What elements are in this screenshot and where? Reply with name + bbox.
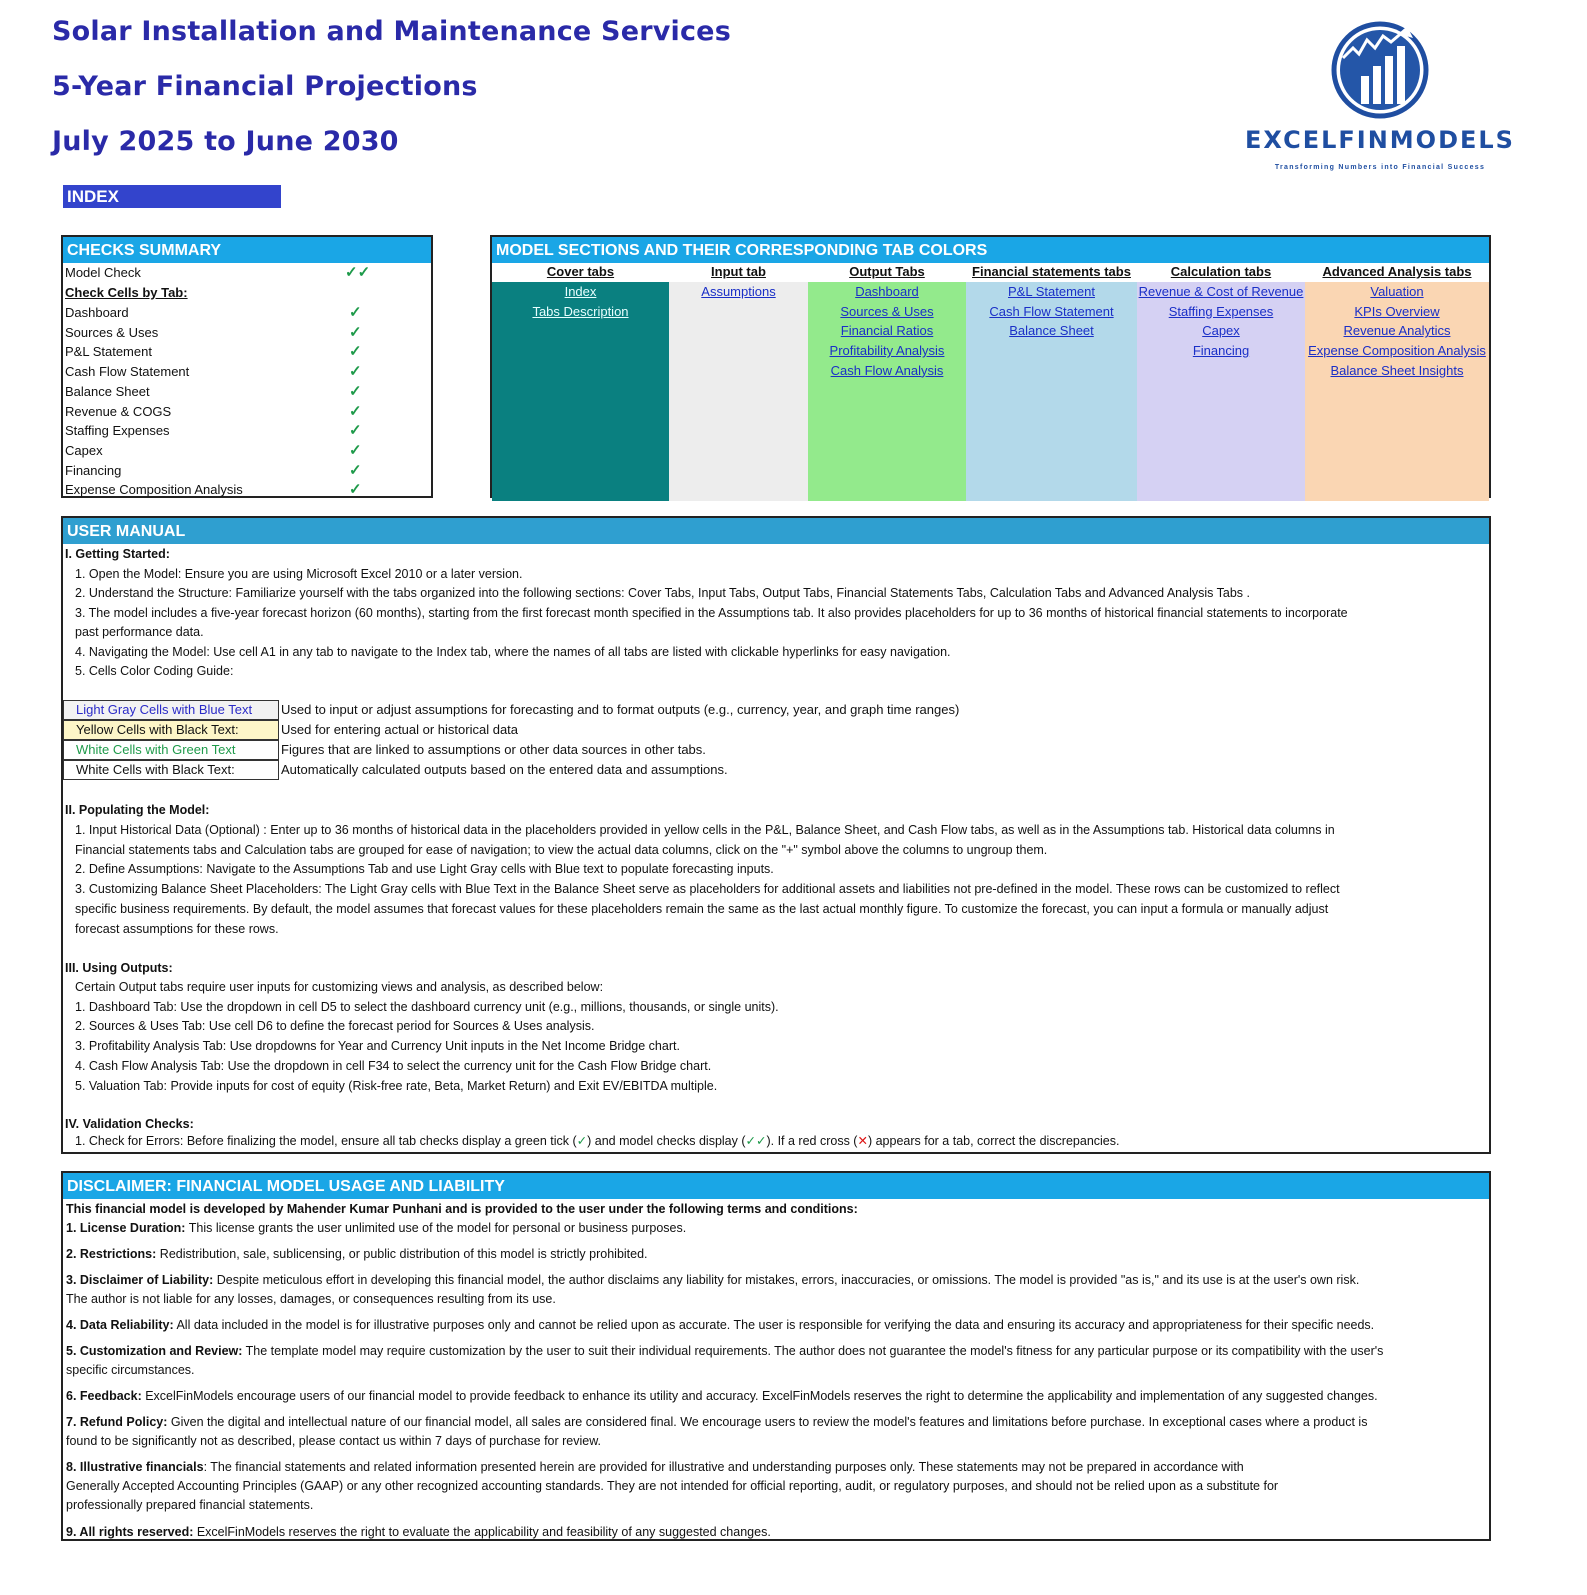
manual-line: 2. Define Assumptions: Navigate to the Assumptions Tab and use Light Gray cells with Blue text to populate forecasting inputs. [75, 862, 774, 877]
section-heading: III. Using Outputs: [65, 961, 173, 975]
check-row-label: Balance Sheet [65, 383, 150, 399]
check-icon: ✓ [349, 304, 362, 321]
legend-description: Figures that are linked to assumptions or other data sources in other tabs. [281, 742, 706, 757]
section-heading: I. Getting Started: [65, 547, 170, 561]
tab-link[interactable]: Cash Flow Analysis [830, 362, 944, 378]
disclaimer-item-label: 9. All rights reserved: [66, 1525, 194, 1539]
user-manual-panel [61, 516, 1491, 1154]
validation-text: ) appears for a tab, correct the discrepancies. [867, 1134, 1120, 1148]
disclaimer-item-text: : The financial statements and related information presented herein are provided for illustrative and understanding purposes only. These statements may not be prepared in accordance with [203, 1460, 1244, 1474]
check-icon: ✓ [349, 382, 362, 400]
tab-link[interactable]: Financial Ratios [840, 323, 934, 339]
tab-link[interactable]: Sources & Uses [840, 303, 934, 319]
tab-link[interactable]: Balance Sheet Insights [1330, 362, 1464, 378]
tab-link[interactable]: Financing [1192, 343, 1250, 359]
double-check-icon: ✓✓ [345, 264, 371, 281]
disclaimer-item-label: 3. Disclaimer of Liability: [66, 1273, 214, 1287]
disclaimer-item [66, 1245, 648, 1263]
check-row-label: Capex [65, 442, 103, 458]
manual-line: 5. Valuation Tab: Provide inputs for cost of equity (Risk-free rate, Beta, Market Return) and Exit EV/EBITDA multiple. [75, 1078, 718, 1093]
tab-link[interactable]: P&L Statement [1008, 284, 1095, 299]
disclaimer-item-text: This license grants the user unlimited use of the model for personal or business purposes. [185, 1221, 687, 1235]
disclaimer-panel [61, 1171, 1491, 1541]
disclaimer-item-label: 2. Restrictions: [66, 1247, 157, 1261]
check-row-label: Revenue & COGS [65, 403, 172, 419]
check-row-label: Financing [65, 462, 122, 478]
manual-line: 1. Input Historical Data (Optional) : Enter up to 36 months of historical data in the placeholders provided in yellow cells in the P&L, Balance Sheet, and Cash Flow tabs, as well as in the Assumptions tab. Historical data columns in [75, 823, 1335, 837]
tab-link[interactable]: Balance Sheet [1009, 323, 1094, 339]
tab-link[interactable]: Assumptions [701, 284, 776, 299]
section-heading: IV. Validation Checks: [65, 1117, 194, 1131]
tab-link[interactable]: Tabs Description [532, 303, 629, 319]
disclaimer-item [66, 1271, 1359, 1289]
disclaimer-item-label: 5. Customization and Review: [66, 1344, 243, 1358]
manual-line: 4. Navigating the Model: Use cell A1 in any tab to navigate to the Index tab, where the names of all tabs are listed with clickable hyperlinks for easy navigation. [75, 645, 951, 659]
disclaimer-item-text: Given the digital and intellectual nature of our financial model, all sales are considered final. We encourage users to review the model's features and limitations before purchase. In exceptional cases where a product is [167, 1415, 1368, 1429]
check-icon: ✓ [576, 1134, 588, 1148]
disclaimer-item [66, 1316, 1374, 1334]
section-column [808, 282, 966, 501]
manual-line: 1. Dashboard Tab: Use the dropdown in cell D5 to select the dashboard currency unit (e.g., millions, thousands, or single units). [75, 999, 779, 1014]
legend-description: Used to input or adjust assumptions for forecasting and to format outputs (e.g., currency, year, and graph time ranges) [281, 702, 960, 717]
legend-cell: Light Gray Cells with Blue Text [63, 700, 279, 720]
tab-link[interactable]: Staffing Expenses [1168, 303, 1274, 319]
tab-link[interactable]: Dashboard [855, 284, 919, 299]
double-check-icon: ✓✓ [745, 1134, 767, 1148]
check-row-label: Staffing Expenses [65, 423, 170, 439]
disclaimer-intro: This financial model is developed by Mahender Kumar Punhani and is provided to the user under the following terms and conditions: [66, 1202, 858, 1216]
section-column [1305, 282, 1489, 501]
section-column [492, 282, 669, 501]
logo-tagline: Transforming Numbers into Financial Success [1274, 164, 1486, 171]
disclaimer-item-text: All data included in the model is for illustrative purposes only and cannot be relied upon as accurate. The user is responsible for verifying the data and ensuring its accuracy and appropriateness for their specific needs. [173, 1318, 1375, 1332]
section-column [1137, 282, 1305, 501]
disclaimer-item [66, 1523, 771, 1541]
logo-brand: EXCELFINMODELS [1245, 126, 1515, 154]
disclaimer-item-continuation: found to be significantly not as described, please contact us within 7 days of purchase for review. [66, 1434, 602, 1448]
checks-summary-panel [61, 235, 433, 498]
validation-line [75, 1132, 1119, 1150]
tab-link[interactable]: Expense Composition Analysis [1308, 343, 1486, 359]
check-by-tab-label: Check Cells by Tab: [65, 285, 188, 300]
section-column [669, 282, 808, 501]
disclaimer-item [66, 1413, 1367, 1431]
manual-line: 2. Understand the Structure: Familiarize yourself with the tabs organized into the following sections: Cover Tabs, Input Tabs, Output Tabs, Financial Statements Tabs, Calculation Tabs and Advanced Analysis Tabs . [75, 586, 1250, 600]
section-heading: II. Populating the Model: [65, 803, 210, 817]
tab-link[interactable]: Revenue Analytics [1343, 323, 1451, 339]
check-row-label: Sources & Uses [65, 324, 159, 340]
disclaimer-item-label: 8. Illustrative financials [66, 1460, 204, 1474]
check-row-label: Expense Composition Analysis [65, 482, 243, 498]
section-header: Financial statements tabs [972, 264, 1131, 279]
check-icon: ✓ [349, 363, 362, 381]
disclaimer-item-text: Despite meticulous effort in developing this financial model, the author disclaims any liability for mistakes, errors, inaccuracies, or omissions. The model is provided "as is," and its use is at the user's own risk. [213, 1273, 1360, 1287]
legend-cell: White Cells with Green Text [63, 740, 279, 760]
validation-text: ) and model checks display ( [587, 1134, 746, 1148]
manual-line: past performance data. [75, 625, 204, 639]
checks-summary-title: CHECKS SUMMARY [63, 237, 431, 263]
disclaimer-item-label: 4. Data Reliability: [66, 1318, 174, 1332]
tab-link[interactable]: Profitability Analysis [829, 343, 945, 359]
legend-description: Used for entering actual or historical data [281, 722, 519, 737]
tab-link[interactable]: Valuation [1370, 284, 1424, 299]
disclaimer-item-text: ExcelFinModels reserves the right to evaluate the applicability and feasibility of any suggested changes. [193, 1525, 771, 1539]
disclaimer-item-continuation: specific circumstances. [66, 1363, 195, 1377]
legend-cell: Yellow Cells with Black Text: [63, 720, 279, 740]
title-projections: 5-Year Financial Projections [52, 71, 478, 102]
section-column [966, 282, 1137, 501]
manual-line: 5. Cells Color Coding Guide: [75, 664, 234, 678]
section-header: Cover tabs [546, 264, 615, 279]
section-header: Output Tabs [849, 264, 925, 279]
tab-link[interactable]: Cash Flow Statement [989, 303, 1114, 319]
disclaimer-item [66, 1219, 686, 1237]
section-header: Advanced Analysis tabs [1322, 264, 1472, 279]
disclaimer-item-text: The template model may require customization by the user to suit their individual requirements. The author does not guarantee the model's fitness for any particular purpose or its compatibility with the user's [242, 1344, 1384, 1358]
manual-line: 3. Profitability Analysis Tab: Use dropdowns for Year and Currency Unit inputs in the Net Income Bridge chart. [75, 1039, 680, 1054]
model-sections-panel [490, 235, 1491, 498]
disclaimer-item-continuation: professionally prepared financial statements. [66, 1498, 314, 1512]
manual-line: 2. Sources & Uses Tab: Use cell D6 to define the forecast period for Sources & Uses analysis. [75, 1019, 595, 1034]
validation-text: 1. Check for Errors: Before finalizing the model, ensure all tab checks display a green tick ( [75, 1134, 577, 1148]
tab-link[interactable]: KPIs Overview [1354, 303, 1440, 319]
check-row-label: Cash Flow Statement [65, 364, 190, 380]
manual-line: 4. Cash Flow Analysis Tab: Use the dropdown in cell F34 to select the currency unit for the Cash Flow Bridge chart. [75, 1058, 712, 1073]
check-icon: ✓ [349, 481, 362, 499]
model-sections-title: MODEL SECTIONS AND THEIR CORRESPONDING TAB COLORS [492, 237, 1489, 263]
disclaimer-item-continuation: Generally Accepted Accounting Principles (GAAP) or any other recognized accounting standards. They are not intended for official reporting, audit, or regulatory purposes, and should not be relied upon as a substitute for [66, 1479, 1279, 1493]
tab-link[interactable]: Revenue & Cost of Revenue [1138, 284, 1304, 299]
manual-line: specific business requirements. By default, the model assumes that forecast values for these placeholders remain the same as the last actual monthly figure. To customize the forecast, you can input a formula or manually adjust [75, 901, 1329, 916]
disclaimer-item [66, 1342, 1383, 1360]
manual-line: 3. The model includes a five-year forecast horizon (60 months), starting from the first forecast month specified in the Assumptions tab. It also provides placeholders for up to 36 months of historical financial statements to incorporate [75, 606, 1348, 620]
check-icon: ✓ [349, 441, 362, 459]
disclaimer-item [66, 1458, 1244, 1476]
cross-icon: ✕ [857, 1134, 868, 1148]
section-header: Input tab [711, 264, 766, 279]
bar-chart-growth-logo-icon [1327, 18, 1433, 122]
disclaimer-item [66, 1387, 1378, 1405]
disclaimer-item-label: 1. License Duration: [66, 1221, 186, 1235]
disclaimer-item-label: 7. Refund Policy: [66, 1415, 168, 1429]
logo [1235, 18, 1525, 178]
check-icon: ✓ [349, 461, 362, 479]
title-company: Solar Installation and Maintenance Services [52, 16, 731, 47]
disclaimer-title: DISCLAIMER: FINANCIAL MODEL USAGE AND LIABILITY [63, 1173, 1489, 1199]
tab-link[interactable]: Index [564, 284, 597, 299]
tab-link[interactable]: Capex [1202, 323, 1240, 339]
check-icon: ✓ [349, 323, 362, 341]
manual-line: Certain Output tabs require user inputs for customizing views and analysis, as described below: [75, 980, 604, 994]
model-check-label: Model Check [65, 265, 141, 280]
manual-line: 1. Open the Model: Ensure you are using Microsoft Excel 2010 or a later version. [75, 567, 523, 581]
title-period: July 2025 to June 2030 [52, 126, 399, 157]
validation-text: ). If a red cross ( [766, 1134, 858, 1148]
section-header: Calculation tabs [1170, 264, 1272, 279]
disclaimer-item-continuation: The author is not liable for any losses, damages, or consequences resulting from its use. [66, 1292, 556, 1306]
manual-line: forecast assumptions for these rows. [75, 921, 279, 936]
manual-line: 3. Customizing Balance Sheet Placeholders: The Light Gray cells with Blue Text in the Balance Sheet serve as placeholders for additional assets and liabilities not pre-defined in the model. These rows can be customized to reflect [75, 882, 1340, 897]
manual-line: Financial statements tabs and Calculation tabs are grouped for ease of navigation; to view the actual data columns, click on the "+" symbol above the columns to ungroup them. [75, 842, 1048, 857]
disclaimer-item-text: Redistribution, sale, sublicensing, or public distribution of this model is strictly prohibited. [156, 1247, 648, 1261]
user-manual-title: USER MANUAL [63, 518, 1489, 544]
check-row-label: Dashboard [65, 305, 129, 320]
check-icon: ✓ [349, 343, 362, 361]
check-row-label: P&L Statement [65, 344, 152, 360]
check-icon: ✓ [349, 422, 362, 440]
legend-cell: White Cells with Black Text: [63, 760, 279, 780]
legend-description: Automatically calculated outputs based on the entered data and assumptions. [281, 762, 728, 777]
disclaimer-item-label: 6. Feedback: [66, 1389, 142, 1403]
disclaimer-item-text: ExcelFinModels encourage users of our financial model to provide feedback to enhance its utility and accuracy. ExcelFinModels reserves the right to determine the applicability and implementation of any suggested changes. [141, 1389, 1378, 1403]
index-label: INDEX [63, 185, 281, 208]
check-icon: ✓ [349, 402, 362, 420]
